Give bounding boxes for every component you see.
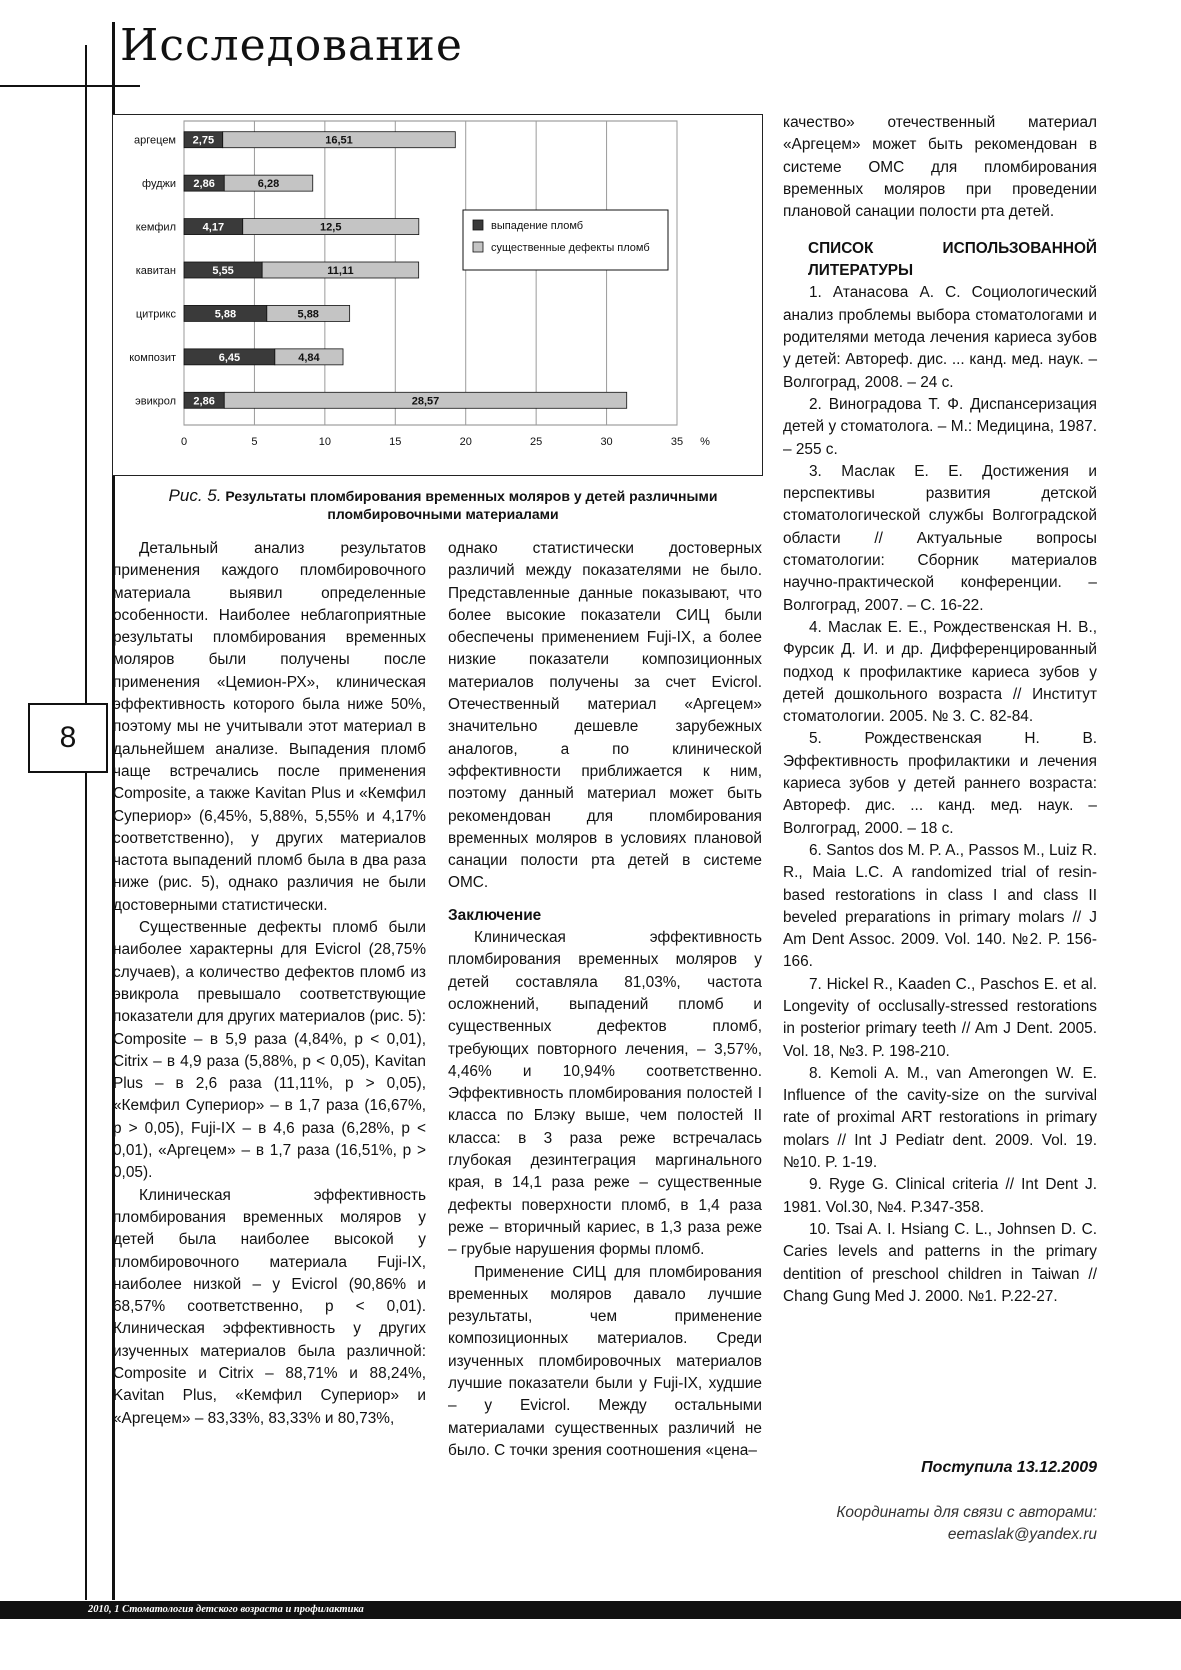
paragraph: Клиническая эффективность пломбирования временных моляров у детей была наиболее высокой у пломбировочного материала Fuji-IX, наиболее низкой – у Evicrol (90,86% и 68,57% соответственно, p < 0,01). Клиническая эффективность у других изученных материалов была различной: Composite и Citrix – 88,71% и 88,24%, Kavitan Plus, «Кемфил Супериор» и «Аргецем» – 83,33%, 83,33% и 80,73%, — [113, 1186, 426, 1427]
figure-label: Рис. 5. — [168, 486, 222, 505]
category-label: аргецем — [134, 134, 176, 147]
data-label: 16,51 — [325, 134, 353, 147]
text-column-2 — [448, 538, 762, 1462]
contact-label: Координаты для связи с авторами: — [836, 1504, 1097, 1521]
chart-canvas — [113, 115, 762, 475]
legend-box — [463, 210, 668, 270]
data-label: 6,45 — [218, 351, 241, 364]
category-label: кемфил — [135, 221, 176, 234]
reference-item: 10. Tsai A. I. Hsiang C. L., Johnsen D. C. Caries levels and patterns in the primary dentition of preschool children in Taiwan // Chang Gung Med J. 2000. №1. P.22-27. — [783, 1220, 1097, 1305]
section-title: Исследование — [120, 20, 463, 71]
category-label: фуджи — [142, 178, 176, 191]
paragraph: однако статистически достоверных различий между показателями не было. Представленные данные показывают, что более высокие показатели СИЦ были обеспечены применением Fuji-IX, а более низкие показатели композиционных материалов получены за счет Evicrol. Отечественный материал «Аргецем» значительно дешевле зарубежных аналогов, а по клинической эффективности приближается к ним, поэтому данный материал может быть рекомендован для пломбирования временных моляров в условиях плановой санации полости рта детей в системе ОМС. — [448, 540, 762, 892]
data-label: 4,84 — [298, 351, 320, 364]
data-label: 5,88 — [214, 308, 237, 321]
x-tick-label: 35 — [670, 436, 684, 448]
legend-label: существенные дефекты пломб — [491, 242, 650, 254]
text-column-3 — [783, 112, 1097, 1308]
data-label: 5,55 — [212, 265, 234, 277]
contact-email[interactable]: eemaslak@yandex.ru — [947, 1526, 1097, 1543]
category-label: композит — [129, 351, 176, 364]
legend-swatch — [473, 220, 483, 230]
category-label: кавитан — [135, 265, 176, 277]
reference-item: 4. Маслак Е. Е., Рождественская Н. В., Фурсик Д. И. и др. Дифференцированный подход к профилактике кариеса зубов у детей дошкольного возраста // Институт стоматологии. 2005. № 3. С. 82-84. — [783, 618, 1097, 726]
margin-rule-outer — [85, 45, 87, 1600]
footer-journal: 2010, 1 Стоматология детского возраста и профилактика — [88, 1604, 364, 1615]
x-tick-label: 10 — [318, 436, 331, 448]
category-label: цитрикс — [135, 308, 176, 321]
legend-swatch — [473, 242, 483, 252]
reference-item: 3. Маслак Е. Е. Достижения и перспективы развития детской стоматологической службы Волгоградской области // Актуальные вопросы стоматологии: Сборник материалов научно-практической конференции. – Волгоград, 2007. – С. 16-22. — [783, 462, 1097, 614]
paragraph: Клиническая эффективность пломбирования временных моляров у детей составляла 81,03%, частота осложнений, выпадений пломб и существенных дефектов пломб, требующих повторного лечения, – 3,57%, 4,46% и 10,94% соответственно. Эффективность пломбирования полостей I класса по Блэку выше, чем полостей II класса: в 3 раза реже встречалась глубокая дезинтеграция маргинального края, в 14,1 раза реже – существенные дефекты поверхности пломб, в 1,4 раза реже – вторичный кариес, в 1,3 раза реже – грубые нарушения формы пломб. — [448, 929, 762, 1259]
paragraph: Существенные дефекты пломб были наиболее характерны для Evicrol (28,75% случаев), а количество дефектов пломб из эвикрола превышало соответствующие показатели для других материалов (рис. 5): Composite – в 5,9 раза (4,84%, p < 0,01), Citrix – в 4,9 раза (5,88%, p < 0,05), Kavitan Plus – в 2,6 раза (11,11%, p > 0,05), «Кемфил Супериор» – в 1,7 раза (16,67%, p > 0,05), Fuji-IX – в 4,6 раза (6,28%, p < 0,01), «Аргецем» – в 1,7 раза (16,51%, p > 0,05). — [113, 919, 426, 1182]
reference-item: 5. Рождественская Н. В. Эффективность профилактики и лечения кариеса зубов у детей раннего возраста: Автореф. дис. ... канд. мед. наук. – Волгоград, 2000. – 18 с. — [783, 730, 1097, 837]
x-tick-label: 0 — [180, 436, 188, 448]
text-column-1 — [113, 538, 426, 1430]
x-tick-label: 20 — [459, 436, 472, 448]
author-contact — [783, 1502, 1097, 1546]
header-rule — [0, 85, 140, 87]
reference-item: 1. Атанасова А. С. Социологический анализ проблемы выбора стоматологами и родителями метода лечения кариеса зубов у детей: Автореф. дис. ... канд. мед. наук. – Волгоград, 2008. – 24 с. — [783, 284, 1097, 391]
page-number: 8 — [28, 703, 108, 773]
legend-label: выпадение пломб — [491, 220, 584, 232]
data-label: 6,28 — [257, 178, 280, 191]
figure-caption-text: Результаты пломбирования временных моляров у детей различными пломбировочными материалами — [225, 488, 718, 522]
x-tick-label: 25 — [530, 436, 543, 448]
x-tick-label: 15 — [389, 436, 402, 448]
references-title: СПИСОК ИСПОЛЬЗОВАННОЙ ЛИТЕРАТУРЫ — [808, 240, 1097, 280]
paragraph: качество» отечественный материал «Аргецем» может быть рекомендован в системе ОМС для пломбирования временных моляров при проведении плановой санации полости рта детей. — [783, 114, 1097, 221]
paragraph: Применение СИЦ для пломбирования временных моляров давало лучшие результаты, чем применение композиционных материалов. Среди изученных пломбировочных материалов лучшие показатели были у Fuji-IX, худшие – у Evicrol. Между остальными материалами существенных различий не было. С точки зрения соотношения «цена– — [448, 1263, 762, 1459]
x-unit-label: % — [700, 436, 710, 448]
data-label: 2,86 — [193, 395, 215, 408]
reference-item: 6. Santos dos M. P. A., Passos M., Luiz R. R., Maia L.C. A randomized trial of resin-based restorations in class I and class II beveled preparations in primary molars // J Am Dent Assoc. 2009. Vol. 140. №2. P. 156-166. — [783, 841, 1097, 971]
x-tick-label: 30 — [600, 436, 613, 448]
paragraph: Детальный анализ результатов применения каждого пломбировочного материала выявил определенные особенности. Наиболее неблагоприятные результаты пломбирования временных моляров были получены после применения «Цемион-РХ», клиническая эффективность которого была ниже 50%, поэтому мы не учитывали этот материал в дальнейшем анализе. Выпадения пломб чаще встречались после применения Composite, а также Kavitan Plus и «Кемфил Супериор» (6,45%, 5,88%, 5,55% и 4,17% соответственно), у других материалов частота выпадений пломб была в два раза ниже (рис. 5), однако различия не были достоверными статистически. — [113, 540, 426, 914]
data-label: 11,11 — [327, 265, 354, 277]
reference-item: 7. Hickel R., Kaaden C., Paschos E. et al. Longevity of occlusally-stressed restorations in posterior primary teeth // Am J Dent. 2005. Vol. 18, №3. P. 198-210. — [783, 975, 1097, 1060]
reference-item: 9. Ryge G. Clinical criteria // Int Dent J. 1981. Vol.30, №4. P.347-358. — [783, 1176, 1097, 1216]
data-label: 2,86 — [193, 178, 215, 191]
data-label: 5,88 — [297, 308, 319, 321]
figure-caption — [118, 487, 768, 523]
data-label: 2,75 — [192, 134, 215, 147]
data-label: 12,5 — [320, 221, 342, 234]
data-label: 4,17 — [202, 221, 225, 234]
x-tick-label: 5 — [251, 436, 258, 448]
category-label: эвикрол — [135, 395, 176, 408]
data-label: 28,57 — [411, 395, 440, 408]
bar-chart — [112, 114, 763, 476]
received-date: Поступила 13.12.2009 — [921, 1459, 1097, 1476]
reference-item: 8. Kemoli A. M., van Amerongen W. E. Influence of the cavity-size on the survival rate of proximal ART restorations in primary molars // Int J Pediatr dent. 2009. Vol. 19. №10. P. 1-19. — [783, 1064, 1097, 1172]
conclusion-heading: Заключение — [448, 906, 542, 924]
reference-item: 2. Виноградова Т. Ф. Диспансеризация детей у стоматолога. – М.: Медицина, 1987. – 255 с. — [783, 395, 1097, 458]
